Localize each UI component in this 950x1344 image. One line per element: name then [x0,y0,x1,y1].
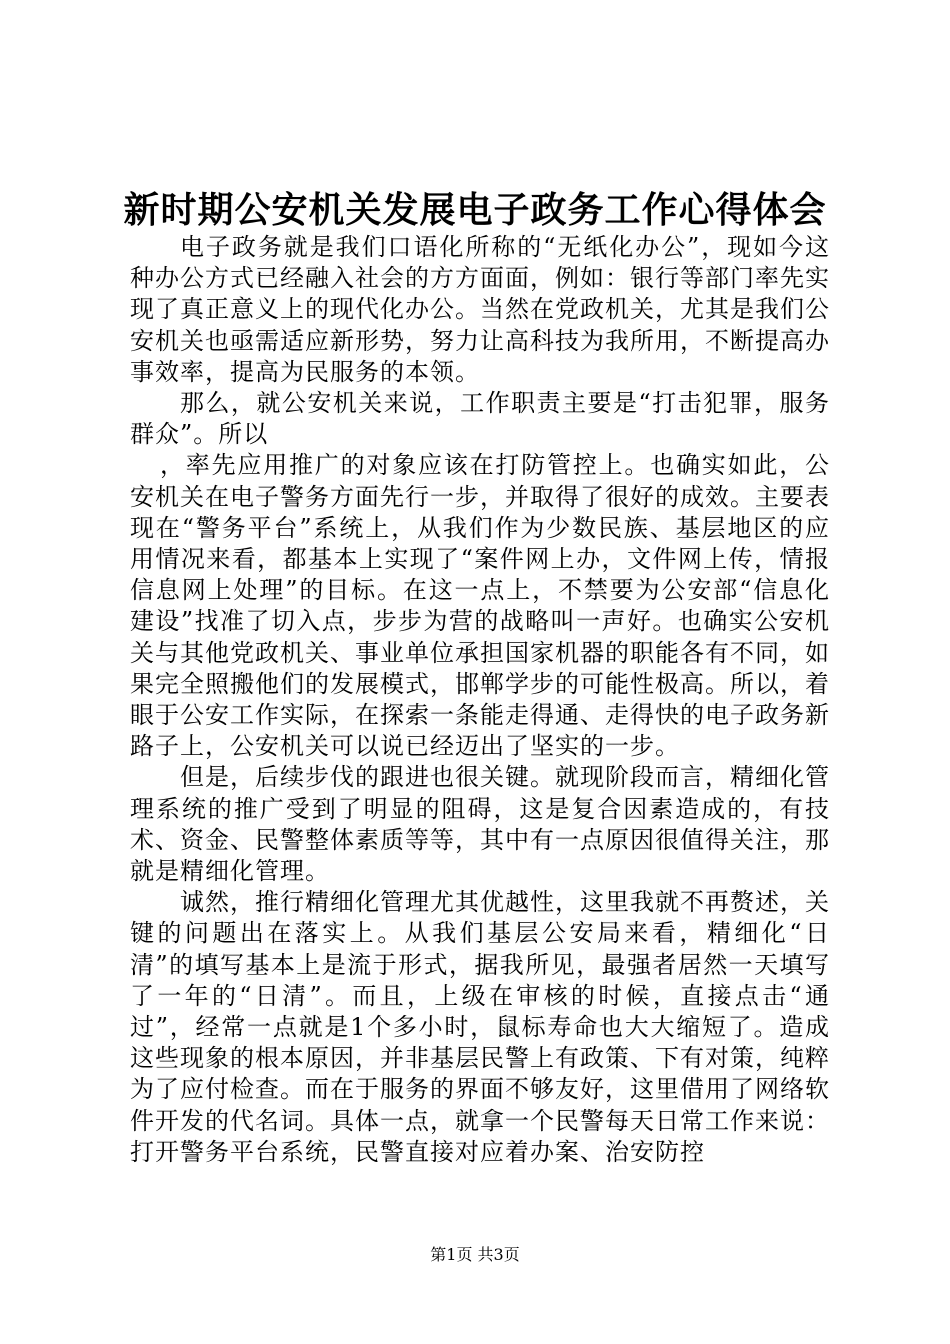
document-title: 新时期公安机关发展电子政务工作心得体会 [123,189,827,231]
paragraph: 但是，后续步伐的跟进也很关键。就现阶段而言，精细化管理系统的推广受到了明显的阻碍，这是复合因素造成的，有技术、资金、民警整体素质等等，其中有一点原因很值得关注，那就是精细化管理。 [130,763,830,886]
paragraph: 电子政务就是我们口语化所称的“无纸化办公”，现如今这种办公方式已经融入社会的方方面面，例如：银行等部门率先实现了真正意义上的现代化办公。当然在党政机关，尤其是我们公安机关也亟需适应新形势，努力让高科技为我所用，不断提高办事效率，提高为民服务的本领。 [130,233,830,386]
document-body [130,232,830,1168]
paragraph: ，率先应用推广的对象应该在打防管控上。也确实如此，公安机关在电子警务方面先行一步，并取得了很好的成效。主要表现在“警务平台”系统上，从我们作为少数民族、基层地区的应用情况来看，都基本上实现了“案件网上办，文件网上传，情报信息网上处理”的目标。在这一点上，不禁要为公安部“信息化建设”找准了切入点，步步为营的战略叫一声好。也确实公安机关与其他党政机关、事业单位承担国家机器的职能各有不同，如果完全照搬他们的发展模式，邯郸学步的可能性极高。所以，着眼于公安工作实际，在探索一条能走得通、走得快的电子政务新路子上，公安机关可以说已经迈出了坚实的一步。 [130,451,830,761]
paragraph: 诚然，推行精细化管理尤其优越性，这里我就不再赘述，关键的问题出在落实上。从我们基层公安局来看，精细化“日清”的填写基本上是流于形式，据我所见，最强者居然一天填写了一年的“日清”。而且，上级在审核的时候，直接点击“通过”，经常一点就是1个多小时，鼠标寿命也大大缩短了。造成这些现象的根本原因，并非基层民警上有政策、下有对策，纯粹为了应付检查。而在于服务的界面不够友好，这里借用了网络软件开发的代名词。具体一点，就拿一个民警每天日常工作来说：打开警务平台系统，民警直接对应着办案、治安防控 [130,888,830,1166]
page-number-footer: 第1页 共3页 [430,1245,520,1264]
paragraph: 那么，就公安机关来说，工作职责主要是“打击犯罪，服务群众”。所以 [130,389,830,449]
